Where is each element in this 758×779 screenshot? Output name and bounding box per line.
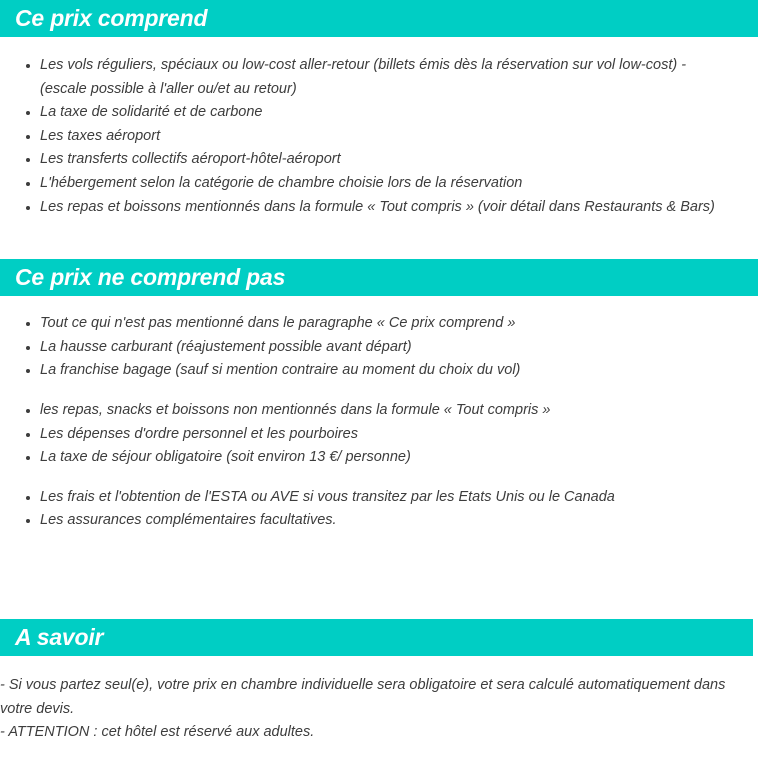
not-included-list (0, 312, 758, 533)
list-item: Les taxes aéroport (0, 125, 758, 149)
section-body-not-included (0, 312, 758, 533)
spacer-after-good-to-know-heading (0, 656, 758, 674)
list-item: La taxe de solidarité et de carbone (0, 101, 758, 125)
spacer-after-included-list (0, 219, 758, 259)
section-body-included (0, 54, 758, 219)
spacer-after-not-included-heading (0, 296, 758, 312)
list-item: Tout ce qui n'est pas mentionné dans le paragraphe « Ce prix comprend » (0, 312, 758, 336)
list-item: Les transferts collectifs aéroport-hôtel-aéroport (0, 148, 758, 172)
list-item: La hausse carburant (réajustement possible avant départ) (0, 336, 758, 360)
list-item: Les dépenses d'ordre personnel et les pourboires (0, 423, 758, 447)
list-item: Les vols réguliers, spéciaux ou low-cost aller-retour (billets émis dès la réservation sur vol low-cost) - (escale possible à l'aller ou/et au retour) (0, 54, 758, 101)
list-item: L'hébergement selon la catégorie de chambre choisie lors de la réservation (0, 172, 758, 196)
list-item: La franchise bagage (sauf si mention contraire au moment du choix du vol) (0, 359, 758, 383)
good-to-know-paragraph: - ATTENTION : cet hôtel est réservé aux adultes. (0, 724, 315, 741)
section-body-good-to-know (0, 674, 758, 745)
spacer-after-included-heading (0, 37, 758, 54)
list-item: les repas, snacks et boissons non mentionnés dans la formule « Tout compris » (0, 399, 758, 423)
list-item: Les assurances complémentaires facultatives. (0, 509, 758, 533)
section-heading-not-included: Ce prix ne comprend pas (0, 259, 758, 296)
section-heading-included: Ce prix comprend (0, 0, 758, 37)
list-item: Les repas et boissons mentionnés dans la formule « Tout compris » (voir détail dans Restaurants & Bars) (0, 196, 758, 220)
list-item: Les frais et l'obtention de l'ESTA ou AVE si vous transitez par les Etats Unis ou le Canada (0, 486, 758, 510)
good-to-know-paragraph: - Si vous partez seul(e), votre prix en chambre individuelle sera obligatoire et sera calculé automatiquement dans votre devis. (0, 676, 726, 717)
section-heading-good-to-know: A savoir (0, 619, 753, 656)
included-list (0, 54, 758, 219)
spacer-after-not-included-list (0, 533, 758, 619)
list-item: La taxe de séjour obligatoire (soit environ 13 €/ personne) (0, 446, 758, 470)
